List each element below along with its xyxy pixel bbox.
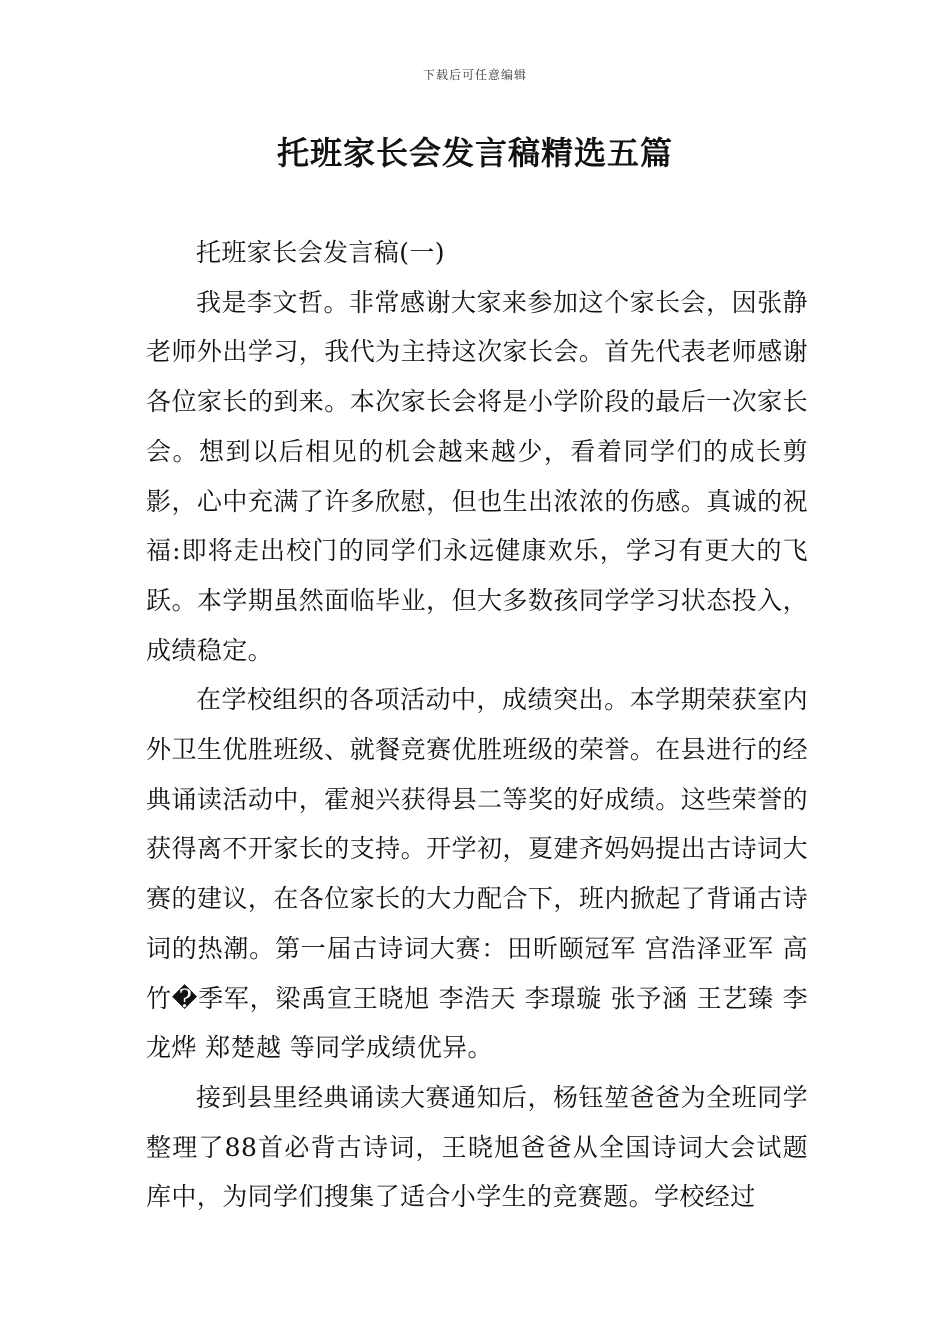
paragraph-1: 我是李文哲。非常感谢大家来参加这个家长会，因张静老师外出学习，我代为主持这次家长会。首先代表老师感谢各位家长的到来。本次家长会将是小学阶段的最后一次家长会。想到以后相见的机会越来越少，看着同学们的成长剪影，心中充满了许多欣慰，但也生出浓浓的伤感。真诚的祝福:即将走出校门的同学们永远健康欢乐，学习有更大的飞跃。本学期虽然面临毕业，但大多数孩同学学习状态投入，成绩稳定。	[146, 287, 808, 665]
paragraph-3: 接到县里经典诵读大赛通知后，杨钰堃爸爸为全班同学整理了88首必背古诗词，王晓旭爸爸从全国诗词大会试题库中，为同学们搜集了适合小学生的竞赛题。学校经过	[146, 1082, 808, 1212]
paragraph-2: 在学校组织的各项活动中，成绩突出。本学期荣获室内外卫生优胜班级、就餐竞赛优胜班级的荣誉。在县进行的经典诵读活动中，霍昶兴获得县二等奖的好成绩。这些荣誉的获得离不开家长的支持。开学初，夏建齐妈妈提出古诗词大赛的建议，在各位家长的大力配合下，班内掀起了背诵古诗词的热潮。第一届古诗词大赛：田昕颐冠军 宫浩泽亚军 高竹�季军，梁禹宣王晓旭 李浩天 李璟璇 张予涵 王艺臻 李龙烨 郑楚越 等同学成绩优异。	[146, 685, 808, 1063]
header-note: 下载后可任意编辑	[422, 68, 527, 82]
section-heading: 托班家长会发言稿(一)	[196, 238, 445, 267]
document-body	[146, 228, 808, 1222]
page-title: 托班家长会发言稿精选五篇	[276, 134, 673, 172]
